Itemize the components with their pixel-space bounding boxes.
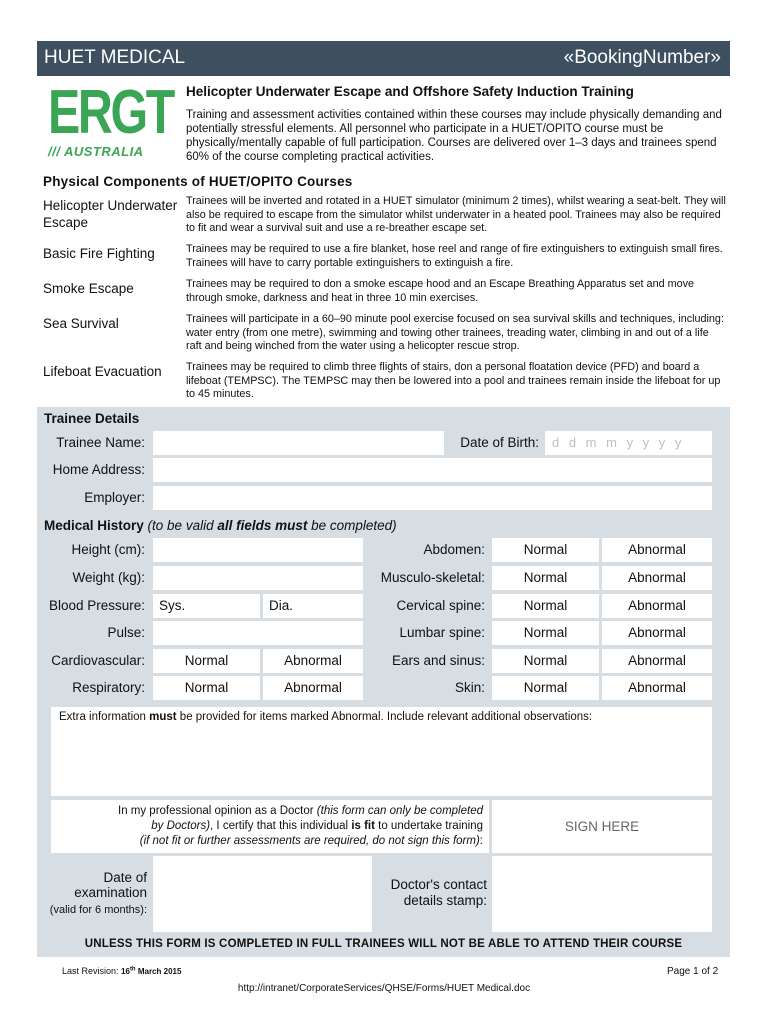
trainee-name-label: Trainee Name: (56, 435, 145, 450)
opinion-line1-italic: (this form can only be completed (316, 805, 483, 817)
doctor-opinion-statement (51, 800, 489, 853)
medical-note-post: be completed) (307, 518, 397, 533)
dob-label: Date of Birth: (460, 435, 539, 450)
component-desc: Trainees may be required to don a smoke escape hood and an Escape Breathing Apparatus set and move through smoke, darkness and heat in three 10 min exercises. (186, 278, 694, 304)
respiratory-label: Respiratory: (72, 680, 145, 695)
revision-day: 16 (121, 967, 130, 976)
component-desc: Trainees may be required to climb three flights of stairs, don a personal floatation device (PFD) and board a lifeboat (TEMPSC). The TEMPSC may then be lowered into a pool and trainees remain inside the lifeboat for up to 45 minutes. (186, 361, 721, 400)
extra-information-field[interactable] (51, 707, 712, 796)
form-title: HUET MEDICAL (44, 47, 186, 68)
medical-history-heading: Medical History (44, 518, 144, 533)
opinion-line3-italic: (if not fit or further assessments are required, do not sign this form) (139, 835, 480, 847)
trainee-name-field[interactable] (153, 431, 444, 455)
musculo-abnormal-option[interactable]: Abnormal (602, 566, 712, 590)
exam-date-label-1: Date of (103, 870, 147, 885)
home-address-label: Home Address: (52, 462, 145, 477)
cardio-normal-option[interactable]: Normal (153, 649, 260, 673)
trainee-details-title: Trainee Details (44, 411, 140, 426)
dob-field[interactable] (545, 431, 712, 455)
resp-normal-option[interactable]: Normal (153, 676, 260, 700)
extra-info-bold: must (149, 711, 177, 723)
revision-label: Last Revision: (62, 966, 122, 976)
medical-history-title (44, 518, 397, 533)
stamp-label-2: details stamp: (403, 893, 487, 908)
bp-sys-field[interactable]: Sys. (153, 594, 260, 618)
exam-date-field[interactable] (153, 856, 372, 932)
lumbar-abnormal-option[interactable]: Abnormal (602, 621, 712, 645)
bp-dia-field[interactable]: Dia. (263, 594, 363, 618)
component-desc: Trainees will be inverted and rotated in a HUET simulator (minimum 2 times), whilst wearing a seat-belt. They will also be required to escape from the simulator whilst underwater in a heated pool. Trainees may also be required to fit and wear a survival suit and use a re-breather escape set. (186, 195, 726, 234)
intro-title: Helicopter Underwater Escape and Offshore Safety Induction Training (186, 84, 634, 99)
blood-pressure-label: Blood Pressure: (48, 598, 145, 613)
doctor-stamp-label (375, 877, 487, 909)
cardiovascular-label: Cardiovascular: (51, 653, 145, 668)
opinion-line3-post: : (479, 835, 483, 847)
last-revision (62, 966, 181, 976)
musculo-normal-option[interactable]: Normal (492, 566, 599, 590)
logo-wordmark: ERGT (48, 78, 173, 147)
component-desc: Trainees may be required to use a fire blanket, hose reel and range of fire extinguishers to extinguish small fires. Trainees will have to carry portable extinguishers to extinguish a fire. (186, 243, 723, 269)
logo-subtitle: /// AUSTRALIA (48, 144, 144, 159)
cervical-abnormal-option[interactable]: Abnormal (602, 594, 712, 618)
exam-date-label-2: examination (74, 885, 147, 900)
weight-label: Weight (kg): (72, 570, 145, 585)
medical-note-bold: all fields must (217, 518, 308, 533)
abdomen-normal-option[interactable]: Normal (492, 538, 599, 562)
component-name: Basic Fire Fighting (43, 246, 155, 261)
exam-date-label (37, 870, 147, 918)
revision-sup: th (129, 966, 136, 973)
cervical-spine-label: Cervical spine: (396, 598, 485, 613)
components-title: Physical Components of HUET/OPITO Courses (43, 174, 353, 189)
extra-info-post: be provided for items marked Abnormal. Include relevant additional observations: (176, 711, 593, 723)
opinion-line2-pre: , I certify that this individual (210, 820, 352, 832)
dob-placeholder: d d m m y y y y (552, 435, 685, 450)
intro-text: Training and assessment activities contained within these courses may include physically demanding and potentially stressful elements. All personnel who participate in a HUET/OPITO course must be physically/mentally capable of full participation. Courses are delivered over 1–3 days and trainees spend 60% of the course completing practical activities. (186, 109, 722, 163)
completion-warning: UNLESS THIS FORM IS COMPLETED IN FULL TRAINEES WILL NOT BE ABLE TO ATTEND THEIR COURSE (84, 938, 683, 950)
stamp-label-1: Doctor's contact (390, 877, 487, 892)
cardio-abnormal-option[interactable]: Abnormal (263, 649, 363, 673)
medical-note-pre: (to be valid (147, 518, 218, 533)
form-panel (37, 407, 730, 957)
opinion-line1-pre: In my professional opinion as a Doctor (118, 805, 317, 817)
revision-rest: March 2015 (135, 967, 182, 976)
skin-normal-option[interactable]: Normal (492, 676, 599, 700)
signature-field[interactable]: SIGN HERE (492, 800, 712, 853)
header-bar (37, 41, 730, 76)
pulse-label: Pulse: (107, 625, 145, 640)
doctor-stamp-field[interactable] (492, 856, 712, 932)
opinion-line2-post: to undertake training (374, 820, 483, 832)
exam-date-label-3: (valid for 6 months): (49, 904, 147, 916)
component-desc: Trainees will participate in a 60–90 minute pool exercise focused on sea survival skills and techniques, including: water entry (from one metre), swimming and towing other trainees, treading water, climbing in and out of a life raft and being winched from the water using a helicopter rescue strop. (186, 313, 724, 352)
height-field[interactable] (153, 538, 363, 562)
ergt-logo (48, 78, 173, 162)
opinion-line2-bold: is fit (351, 820, 375, 832)
ears-normal-option[interactable]: Normal (492, 649, 599, 673)
cervical-normal-option[interactable]: Normal (492, 594, 599, 618)
lumbar-normal-option[interactable]: Normal (492, 621, 599, 645)
ears-abnormal-option[interactable]: Abnormal (602, 649, 712, 673)
document-url: http://intranet/CorporateServices/QHSE/Forms/HUET Medical.doc (237, 983, 531, 994)
component-name: Lifeboat Evacuation (43, 364, 162, 379)
component-name: Sea Survival (43, 316, 119, 331)
employer-field[interactable] (153, 486, 712, 510)
skin-abnormal-option[interactable]: Abnormal (602, 676, 712, 700)
component-name: Smoke Escape (43, 281, 134, 296)
abdomen-abnormal-option[interactable]: Abnormal (602, 538, 712, 562)
extra-info-pre: Extra information (59, 711, 150, 723)
weight-field[interactable] (153, 566, 363, 590)
booking-number: «BookingNumber» (563, 47, 721, 68)
musculo-skeletal-label: Musculo-skeletal: (380, 570, 485, 585)
abdomen-label: Abdomen: (423, 542, 485, 557)
height-label: Height (cm): (71, 542, 145, 557)
opinion-line2-italic: by Doctors) (151, 820, 211, 832)
skin-label: Skin: (454, 680, 485, 695)
page-number: Page 1 of 2 (667, 966, 719, 977)
employer-label: Employer: (84, 490, 145, 505)
lumbar-spine-label: Lumbar spine: (399, 625, 485, 640)
ears-sinus-label: Ears and sinus: (391, 653, 485, 668)
home-address-field[interactable] (153, 458, 712, 482)
resp-abnormal-option[interactable]: Abnormal (263, 676, 363, 700)
pulse-field[interactable] (153, 621, 363, 645)
component-name: Helicopter Underwater Escape (43, 198, 178, 230)
